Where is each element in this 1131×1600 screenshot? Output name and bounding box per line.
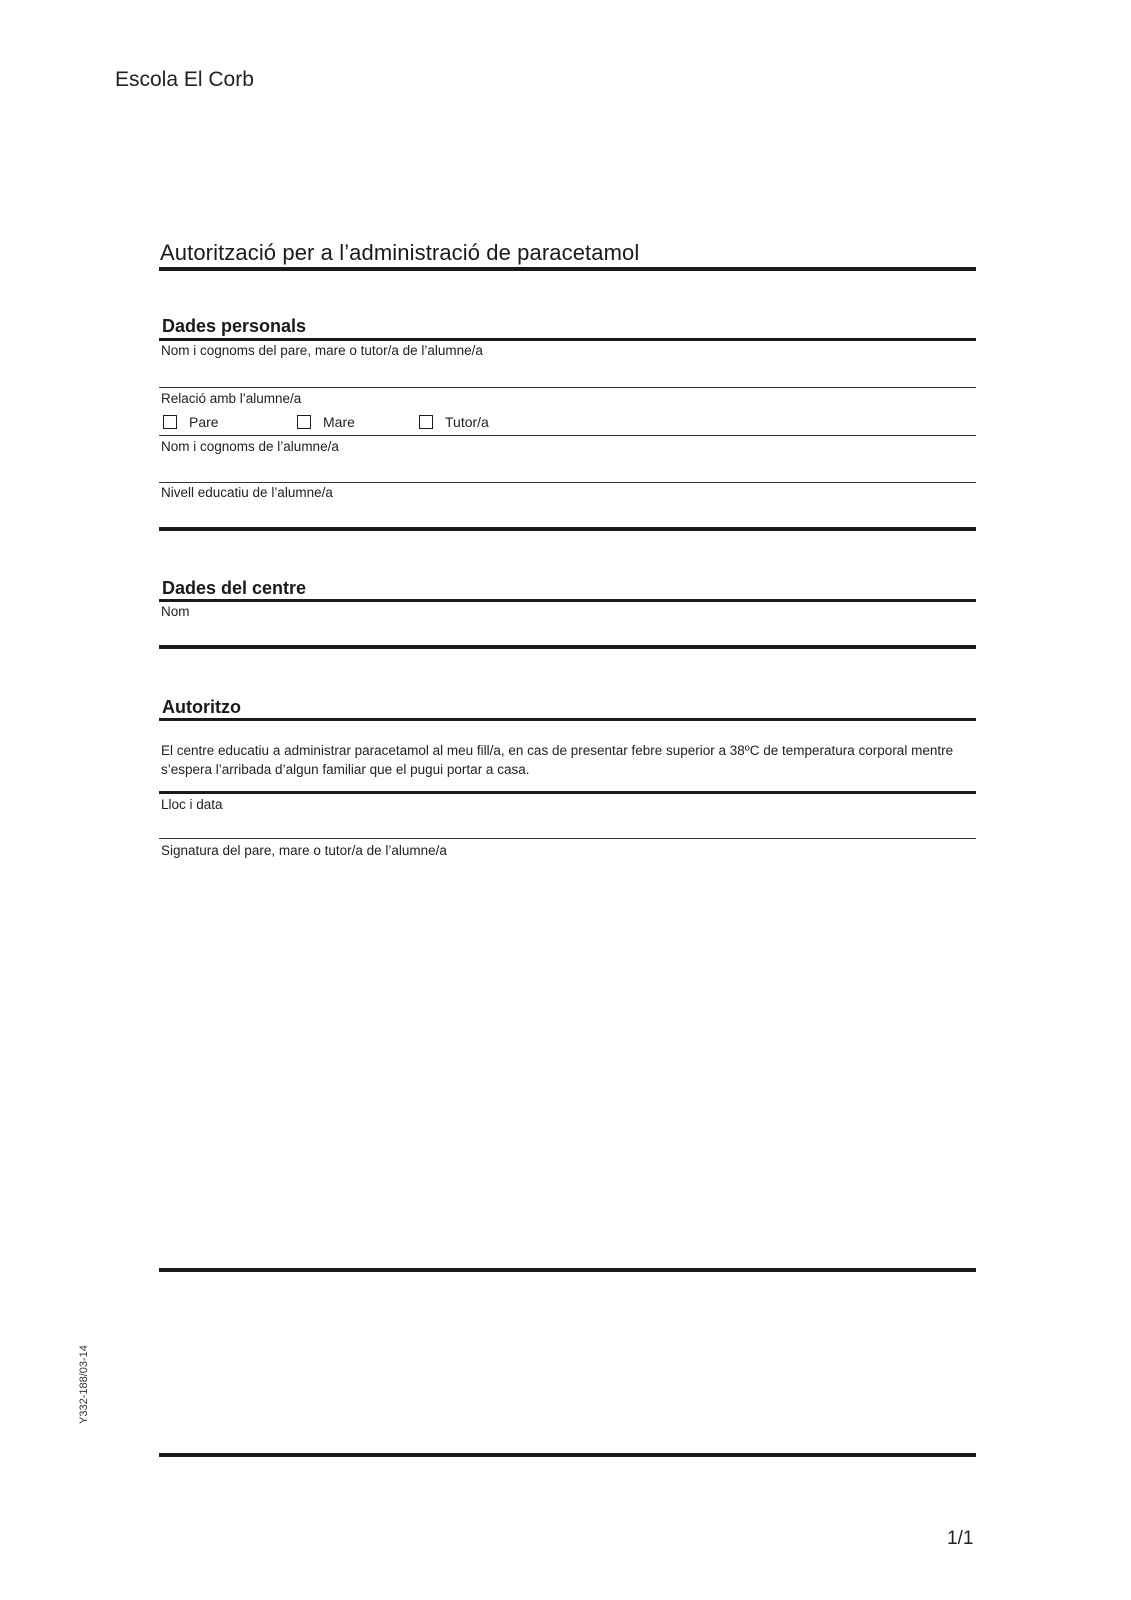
tutor-label: Tutor/a [445,414,489,430]
signature-label: Signatura del pare, mare o tutor/a de l’alumne/a [161,843,447,858]
tutor-checkbox[interactable] [419,415,433,429]
level-field[interactable] [159,485,976,528]
field-divider [159,387,976,388]
signature-field[interactable] [159,860,976,1260]
place-date-label: Lloc i data [161,797,223,812]
relation-option-pare[interactable] [163,414,297,430]
section-heading-centre: Dades del centre [162,578,307,598]
relation-checkbox-group [163,414,489,430]
page-number: 1/1 [947,1528,974,1549]
title-divider [159,267,976,271]
field-divider [159,482,976,483]
level-label: Nivell educatiu de l’alumne/a [161,485,333,500]
signature-divider [159,1268,976,1272]
parent-name-label: Nom i cognoms del pare, mare o tutor/a de l’alumne/a [161,343,483,358]
place-date-field[interactable] [159,797,976,837]
mare-label: Mare [323,414,355,430]
parent-name-field[interactable] [159,343,976,386]
document-title: Autorització per a l’administració de paracetamol [160,240,640,265]
field-divider [159,435,976,436]
pare-label: Pare [189,414,219,430]
relation-label: Relació amb l’alumne/a [161,391,302,406]
section-divider-centre [159,599,976,602]
section-divider-personal [159,338,976,341]
section-divider-authorize [159,718,976,721]
section-heading-authorize: Autoritzo [162,697,241,717]
section-heading-personal: Dades personals [162,316,307,336]
student-name-label: Nom i cognoms de l’alumne/a [161,439,339,454]
pare-checkbox[interactable] [163,415,177,429]
relation-option-tutor[interactable] [419,414,489,430]
mare-checkbox[interactable] [297,415,311,429]
student-name-field[interactable] [159,439,976,482]
relation-option-mare[interactable] [297,414,419,430]
school-name: Escola El Corb [115,68,254,91]
centre-name-label: Nom [161,604,190,619]
bottom-divider [159,1453,976,1457]
section-end-divider [159,527,976,531]
form-code: Y332-188/03-14 [78,1345,90,1424]
authorization-text: El centre educatiu a administrar paracetamol al meu fill/a, en cas de presentar febre superior a 38ºC de temperatura corporal mentre s’espera l’arribada d’algun familiar que el pugui portar a casa. [161,743,954,777]
statement-divider [159,791,976,794]
section-end-divider [159,645,976,649]
field-divider [159,838,976,839]
centre-name-field[interactable] [159,604,976,644]
